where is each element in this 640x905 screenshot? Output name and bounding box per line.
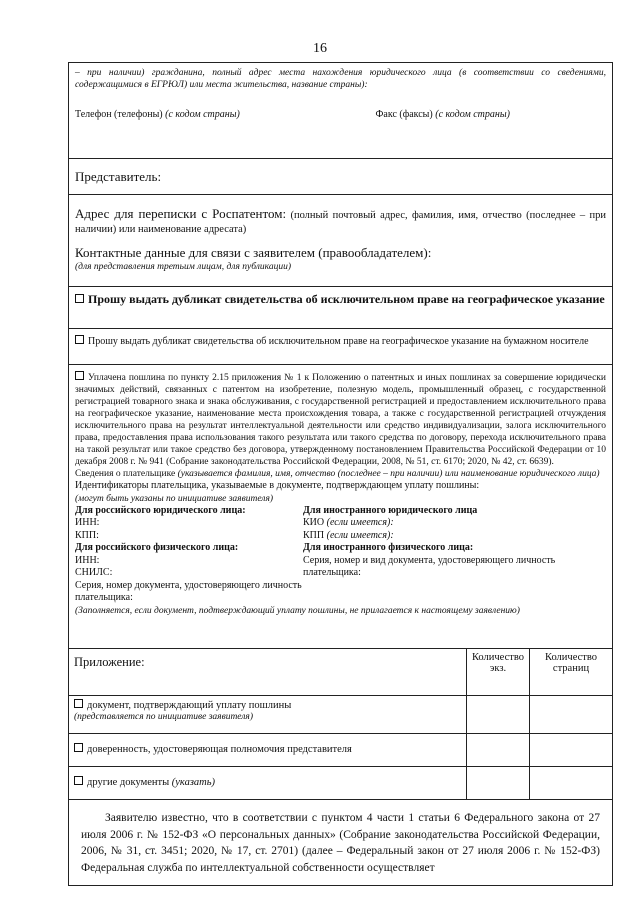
- foreign-legal-block: [303, 505, 606, 543]
- pages-cell[interactable]: [530, 766, 613, 799]
- foreign-person-block: [303, 542, 606, 605]
- phone-note: (с кодом страны): [165, 109, 240, 120]
- correspondence-note: (полный почтовый адрес, фамилия, имя, отчество (последнее – при наличии) или наименование адресата): [75, 210, 606, 235]
- attachments-table: [69, 649, 612, 799]
- ru-legal-kpp[interactable]: КПП:: [75, 529, 99, 541]
- consent-section: [69, 800, 612, 885]
- ru-person-heading: Для российского физического лица:: [75, 542, 239, 553]
- pages-cell[interactable]: [530, 733, 613, 766]
- representative-label: Представитель:: [75, 169, 162, 184]
- payer-info[interactable]: [75, 468, 606, 480]
- ru-person-snils[interactable]: СНИЛС:: [75, 567, 113, 578]
- fee-text: Уплачена пошлина по пункту 2.15 приложения № 1 к Положению о патентных и иных пошлинах за совершение юридически значимых действий, связанных с патентом на изобретение, полезную модель, промышленный образец, с государственной регистрацией товарного знака и знака обслуживания, с государственной регистрацией и предоставлением исключительного права на географическое указание, наименование места происхождения товара, а также с государственной регистрацией отчуждения исключительного права на результат интеллектуальной деятельности или средство индивидуализации, залога исключительного права, предоставления права использования такого результата или такого средства по договору, перехода исключительного права на такой результат или такое средство без договора, утвержденному постановлением Правительства Российской Федерации от 10 декабря 2008 г. № 941 (Собрание законодательства Российской Федерации, 2008, № 51, ст. 6170; 2020, № 42, ст. 6639).: [75, 373, 606, 467]
- payer-ids-note: (могут быть указаны по инициативе заявителя): [75, 493, 274, 504]
- fax-label: Факс (факсы): [375, 109, 433, 120]
- attachment-checkbox[interactable]: [74, 743, 83, 752]
- foreign-legal-kpp[interactable]: КПП (если имеется):: [303, 529, 394, 541]
- duplicate-paper-checkbox[interactable]: [75, 335, 84, 344]
- attachment-item[interactable]: другие документы (указать): [69, 766, 466, 799]
- attachment-item[interactable]: документ, подтверждающий уплату пошлины (представляется по инициативе заявителя): [69, 695, 466, 733]
- attachments-header: Приложение:: [69, 649, 466, 695]
- table-row: [69, 766, 612, 799]
- application-form: [68, 62, 613, 886]
- ru-person-block: [75, 542, 303, 605]
- fax-field[interactable]: [306, 109, 607, 122]
- table-row: [69, 733, 612, 766]
- contacts-label: Контактные данные для связи с заявителем (правообладателем):: [75, 245, 432, 260]
- copies-cell[interactable]: [466, 695, 529, 733]
- correspondence-block: [75, 207, 606, 237]
- fax-note: (с кодом страны): [435, 109, 510, 120]
- ru-legal-heading: Для российского юридического лица:: [75, 504, 246, 516]
- foreign-person-doc[interactable]: Серия, номер и вид документа, удостоверяющего личность плательщика:: [303, 554, 556, 578]
- contacts-note: (для представления третьим лицам, для публикации): [75, 262, 292, 272]
- payer-label: Сведения о плательщике: [75, 469, 176, 479]
- duplicate-checkbox[interactable]: [75, 294, 84, 303]
- consent-text: Заявителю известно, что в соответствии с пунктом 4 части 1 статьи 6 Федерального закона от 27 июля 2006 г. № 152-ФЗ «О персональных данных» (Собрание законодательства Российской Федерации, 2006, № 31, ст. 3451; 2020, № 17, ст. 2701) (далее – Федеральный закон от 27 июля 2006 г. № 152-ФЗ) Федеральная служба по интеллектуальной собственности осуществляет: [81, 812, 600, 874]
- attachment-checkbox[interactable]: [74, 776, 83, 785]
- page-number: 16: [313, 41, 327, 56]
- phone-field[interactable]: [75, 109, 306, 122]
- payer-note: (указывается фамилия, имя, отчество (последнее – при наличии) или наименование юридического лица): [177, 469, 600, 479]
- ru-legal-block: [75, 505, 303, 543]
- attachments-section: [69, 649, 612, 800]
- representative-section[interactable]: [69, 159, 612, 195]
- col-pages: Количество страниц: [530, 649, 613, 695]
- foreign-legal-heading: Для иностранного юридического лица: [303, 504, 478, 516]
- applicant-address-note: – при наличии) гражданина, полный адрес места нахождения юридического лица (в соответствии со сведениями, содержащимися в ЕГРЮЛ) или места жительства, название страны):: [75, 68, 606, 90]
- phone-fax-row: [75, 109, 606, 122]
- duplicate-section[interactable]: [69, 287, 612, 329]
- ru-person-inn[interactable]: ИНН:: [75, 554, 100, 566]
- correspondence-section[interactable]: [69, 195, 612, 287]
- fill-note: (Заполняется, если документ, подтверждающий уплату пошлины, не прилагается к настоящему заявлению): [75, 605, 520, 616]
- table-row: [69, 695, 612, 733]
- ru-person-doc[interactable]: Серия, номер документа, удостоверяющего личность плательщика:: [75, 579, 302, 603]
- person-row: [75, 542, 606, 605]
- foreign-person-heading: Для иностранного физического лица:: [303, 542, 474, 553]
- attachment-item[interactable]: доверенность, удостоверяющая полномочия представителя: [69, 733, 466, 766]
- duplicate-paper-request: Прошу выдать дубликат свидетельства об исключительном праве на географическое указание на бумажном носителе: [75, 335, 606, 349]
- attachment-checkbox[interactable]: [74, 699, 83, 708]
- col-copies: Количество экз.: [466, 649, 529, 695]
- payer-ids-label: Идентификаторы плательщика, указываемые в документе, подтверждающем уплату пошлины:: [75, 480, 480, 491]
- attachments-header-row: [69, 649, 612, 695]
- pages-cell[interactable]: [530, 695, 613, 733]
- legal-entity-row: [75, 505, 606, 543]
- ru-legal-inn[interactable]: ИНН:: [75, 517, 100, 528]
- duplicate-request: Прошу выдать дубликат свидетельства об исключительном праве на географическое указание: [75, 292, 606, 307]
- fee-checkbox[interactable]: [75, 371, 84, 380]
- copies-cell[interactable]: [466, 766, 529, 799]
- phone-label: Телефон (телефоны): [75, 109, 163, 120]
- foreign-legal-kio[interactable]: КИО (если имеется):: [303, 517, 394, 528]
- copies-cell[interactable]: [466, 733, 529, 766]
- fee-section: [69, 365, 612, 649]
- duplicate-paper-section[interactable]: [69, 329, 612, 365]
- correspondence-label: Адрес для переписки с Роспатентом:: [75, 206, 287, 221]
- applicant-section: [69, 63, 612, 159]
